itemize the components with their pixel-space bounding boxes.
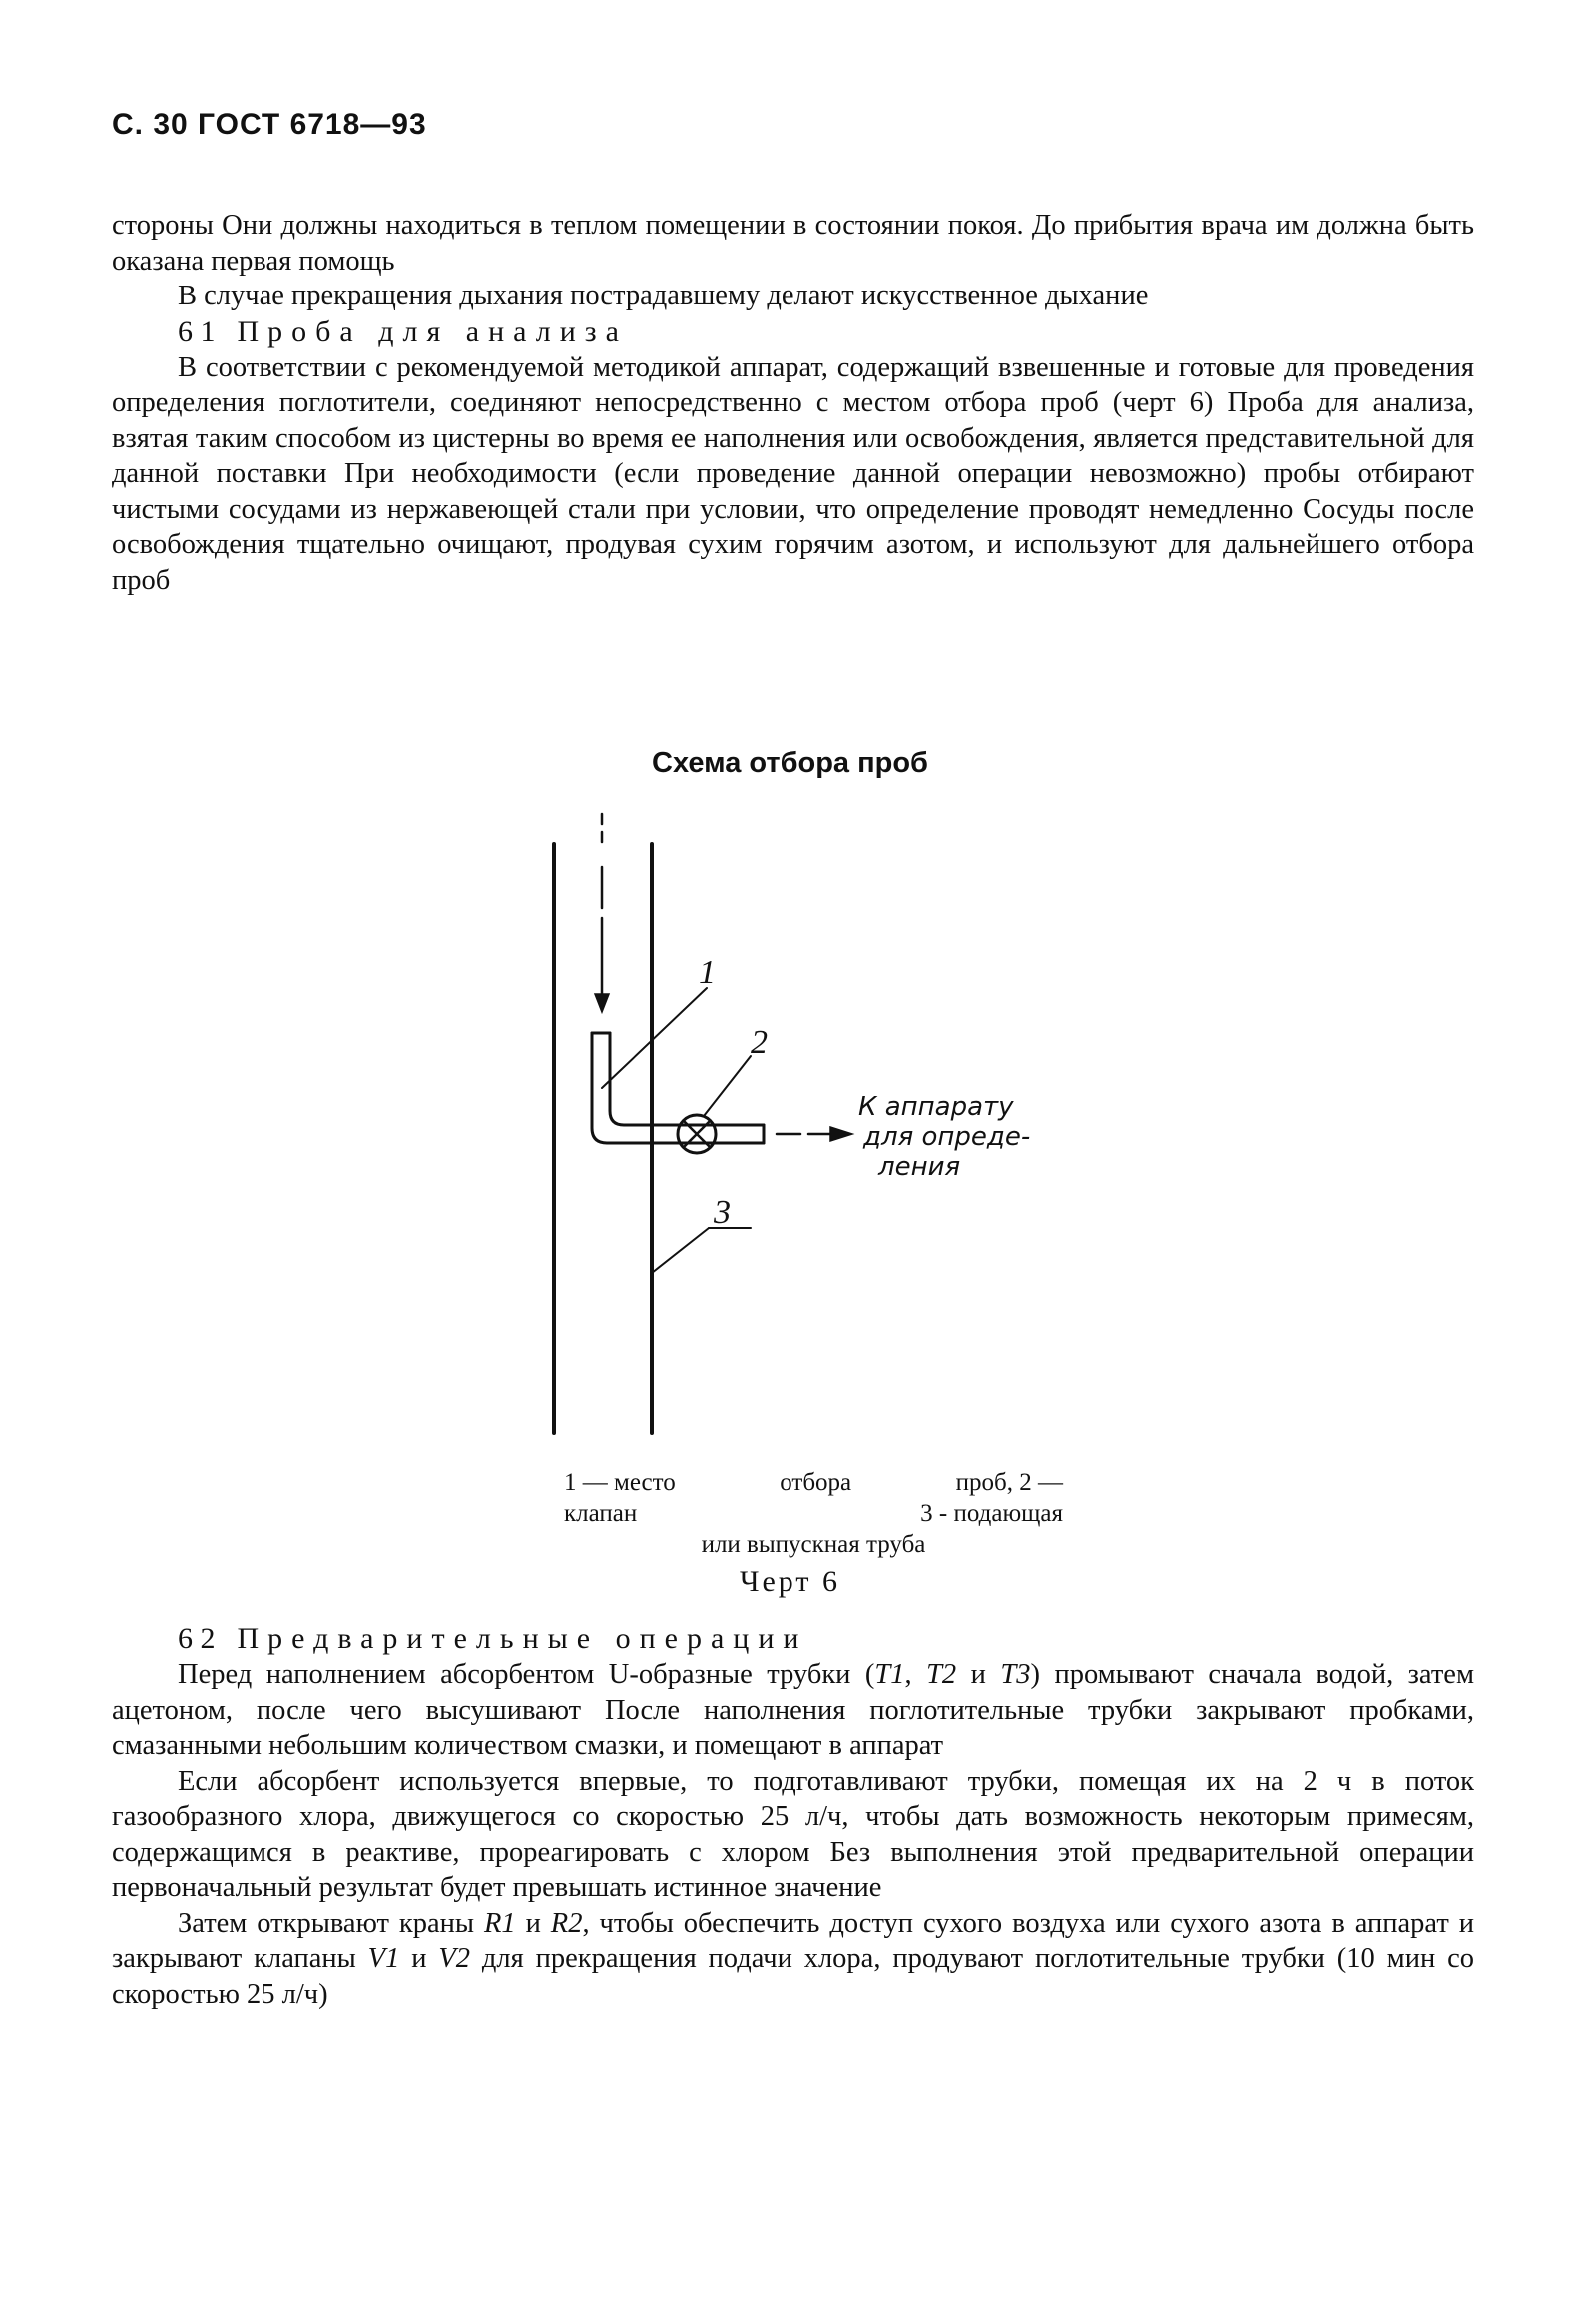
paragraph: Затем открывают краны R1 и R2, чтобы обеспечить доступ сухого воздуха или сухого азота в аппарат и закрывают клапаны V1 и V2 для прекращения подачи хлора, продувают поглотительные трубки (10 мин со скоростью 25 л/ч)	[112, 1907, 1474, 2010]
paragraph: В случае прекращения дыхания пострадавшему делают искусственное дыхание	[178, 281, 1149, 311]
paragraph: стороны Они должны находиться в теплом помещении в состоянии покоя. До прибытия врача им должна быть оказана первая помощь	[112, 210, 1474, 277]
section-heading-6-1	[112, 314, 1474, 350]
section-6-2	[112, 1621, 1474, 2012]
section-number: 6 2	[178, 1622, 216, 1655]
sampling-diagram	[519, 799, 1118, 1457]
leader-line-3	[652, 1228, 709, 1273]
caption-part: или выпускная труба	[701, 1531, 926, 1558]
caption-part: отбора	[780, 1469, 852, 1496]
paragraph: Если абсорбент используется впервые, то подготавливают трубки, помещая их на 2 ч в поток газообразного хлора, движущегося со скоростью 25 л/ч, чтобы дать возможность некоторым примесям, содержащимся в реактиве, прореагировать с хлором Без выполнения этой предварительной операции первоначальный результат будет превышать истинное значение	[112, 1765, 1474, 1903]
figure-label: Черт 6	[739, 1565, 841, 1598]
page-header: С. 30 ГОСТ 6718—93	[112, 108, 427, 141]
callout-3: 3	[714, 1194, 731, 1231]
leader-line-1	[602, 988, 707, 1088]
caption-part: 1 — место	[564, 1469, 676, 1496]
caption-part: клапан	[564, 1500, 638, 1527]
figure-title: Схема отбора проб	[652, 747, 928, 779]
callout-1: 1	[699, 954, 716, 991]
figure-caption	[564, 1467, 1063, 1560]
section-heading-6-2	[112, 1621, 1474, 1657]
section-number: 6 1	[178, 314, 216, 348]
top-text	[112, 208, 1474, 598]
callout-2: 2	[751, 1024, 768, 1061]
paragraph: Перед наполнением абсорбентом U-образные трубки (Т1, Т2 и Т3) промывают сначала водой, затем ацетоном, после чего высушивают После наполнения поглотительные трубки закрывают пробками, смазанными небольшим количеством смазки, и помещают в аппарат	[112, 1659, 1474, 1761]
caption-part: проб, 2 —	[955, 1469, 1063, 1496]
section-title: Предварительные операции	[237, 1622, 808, 1655]
destination-line-1: К аппарату	[858, 1092, 1014, 1122]
destination-line-3: ления	[878, 1152, 961, 1182]
paragraph: В соответствии с рекомендуемой методикой аппарат, содержащий взвешенные и готовые для проведения определения поглотители, соединяют непосредственно с местом отбора проб (черт 6) Проба для анализа, взятая таким способом из цистерны во время ее наполнения или освобождения, является представительной для данной поставки При необходимости (если проведение данной операции невозможно) пробы отбирают чистыми сосудами из нержавеющей стали при условии, что определение проводят немедленно Сосуды после освобождения тщательно очищают, продувая сухим горячим азотом, и используют для дальнейшего отбора проб	[112, 351, 1474, 596]
destination-line-2: для опреде-	[863, 1122, 1031, 1152]
leader-line-2	[704, 1056, 751, 1116]
section-title: Проба для анализа	[237, 314, 628, 348]
caption-part: 3 - подающая	[920, 1500, 1063, 1527]
